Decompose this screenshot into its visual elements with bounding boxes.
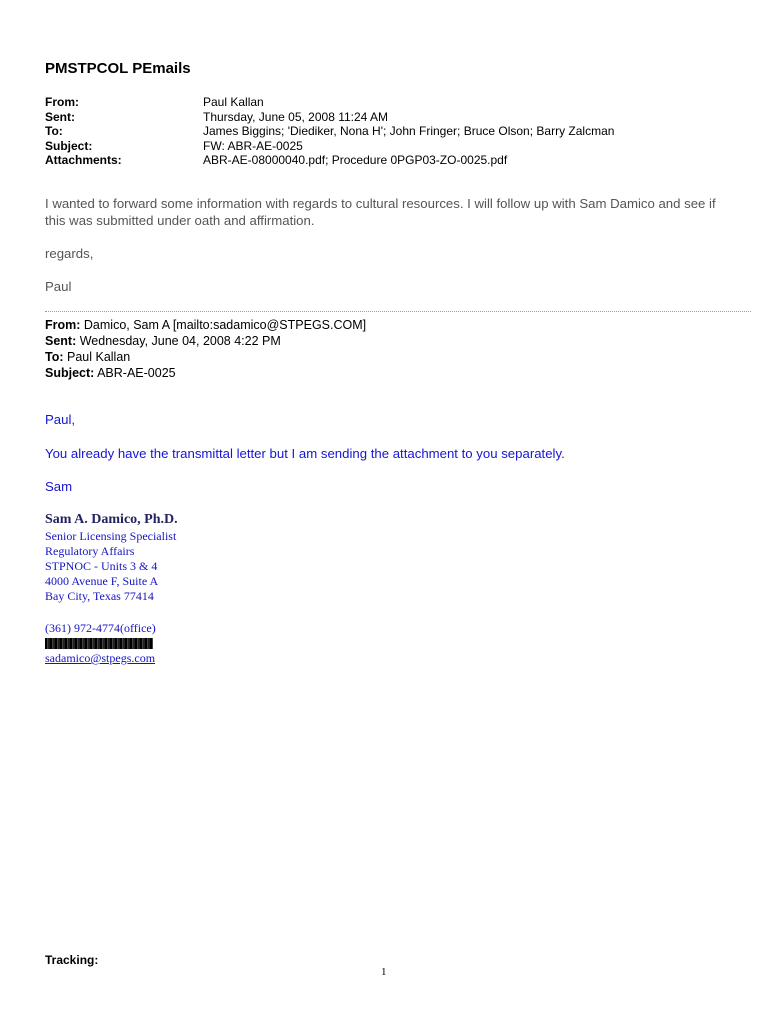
document-title: PMSTPCOL PEmails: [45, 60, 191, 77]
signature-address: 4000 Avenue F, Suite A: [45, 574, 159, 588]
forwarded-header: [45, 317, 366, 381]
subject-value: FW: ABR-AE-0025: [203, 138, 303, 153]
fwd-subject-value: ABR-AE-0025: [94, 366, 176, 380]
fwd-to-label: To:: [45, 350, 64, 364]
signature-title: Senior Licensing Specialist: [45, 529, 177, 543]
header-attachments-row: [45, 153, 614, 168]
fwd-sent-value: Wednesday, June 04, 2008 4:22 PM: [76, 334, 281, 348]
header-sent-row: [45, 110, 614, 125]
signature-email-link[interactable]: sadamico@stpegs.com: [45, 651, 156, 665]
header-from-row: [45, 95, 614, 110]
attachments-label: Attachments:: [45, 153, 122, 167]
fwd-to-value: Paul Kallan: [63, 350, 131, 364]
sent-label: Sent:: [45, 109, 75, 124]
signature-name: Sam A. Damico, Ph.D.: [45, 512, 178, 527]
signature-department: Regulatory Affairs: [45, 544, 135, 558]
separator-line: [45, 311, 751, 312]
fwd-sent-label: Sent:: [45, 334, 77, 348]
from-label: From:: [45, 95, 79, 109]
signature-city: Bay City, Texas 77414: [45, 589, 154, 603]
subject-label: Subject:: [45, 138, 93, 153]
fwd-message: You already have the transmittal letter but I am sending the attachment to you separately.: [45, 446, 565, 461]
fwd-greeting: Paul,: [45, 412, 76, 427]
fwd-signoff: Sam: [45, 479, 73, 494]
redaction-bar: [45, 638, 153, 649]
fwd-sent-row: [45, 333, 366, 349]
fwd-subject-label: Subject:: [45, 366, 95, 380]
sent-value: Thursday, June 05, 2008 11:24 AM: [203, 109, 389, 124]
header-subject-row: [45, 139, 614, 154]
fwd-from-value: Damico, Sam A [mailto:sadamico@STPEGS.COM]: [80, 318, 367, 332]
fwd-from-label: From:: [45, 318, 81, 332]
body-paragraph: I wanted to forward some information with regards to cultural resources. I will follow up with Sam Damico and see if this was submitted under oath and affirmation.: [45, 196, 716, 228]
to-label: To:: [45, 124, 63, 138]
signature-phone: (361) 972-4774(office): [45, 621, 156, 635]
from-value: Paul Kallan: [203, 95, 264, 109]
body-closing: regards,: [45, 246, 94, 261]
fwd-from-row: [45, 317, 366, 333]
signature-org: STPNOC - Units 3 & 4: [45, 559, 158, 573]
fwd-to-row: [45, 349, 366, 365]
page-number: 1: [381, 966, 387, 978]
body-signature: Paul: [45, 279, 72, 294]
header-to-row: [45, 124, 614, 139]
to-value: James Biggins; 'Diediker, Nona H'; John Fringer; Bruce Olson; Barry Zalcman: [203, 124, 615, 138]
attachments-value[interactable]: ABR-AE-08000040.pdf; Procedure 0PGP03-ZO-0025.pdf: [203, 153, 508, 167]
email-header: [45, 95, 614, 168]
tracking-label: Tracking:: [45, 953, 99, 967]
fwd-subject-row: [45, 365, 366, 381]
